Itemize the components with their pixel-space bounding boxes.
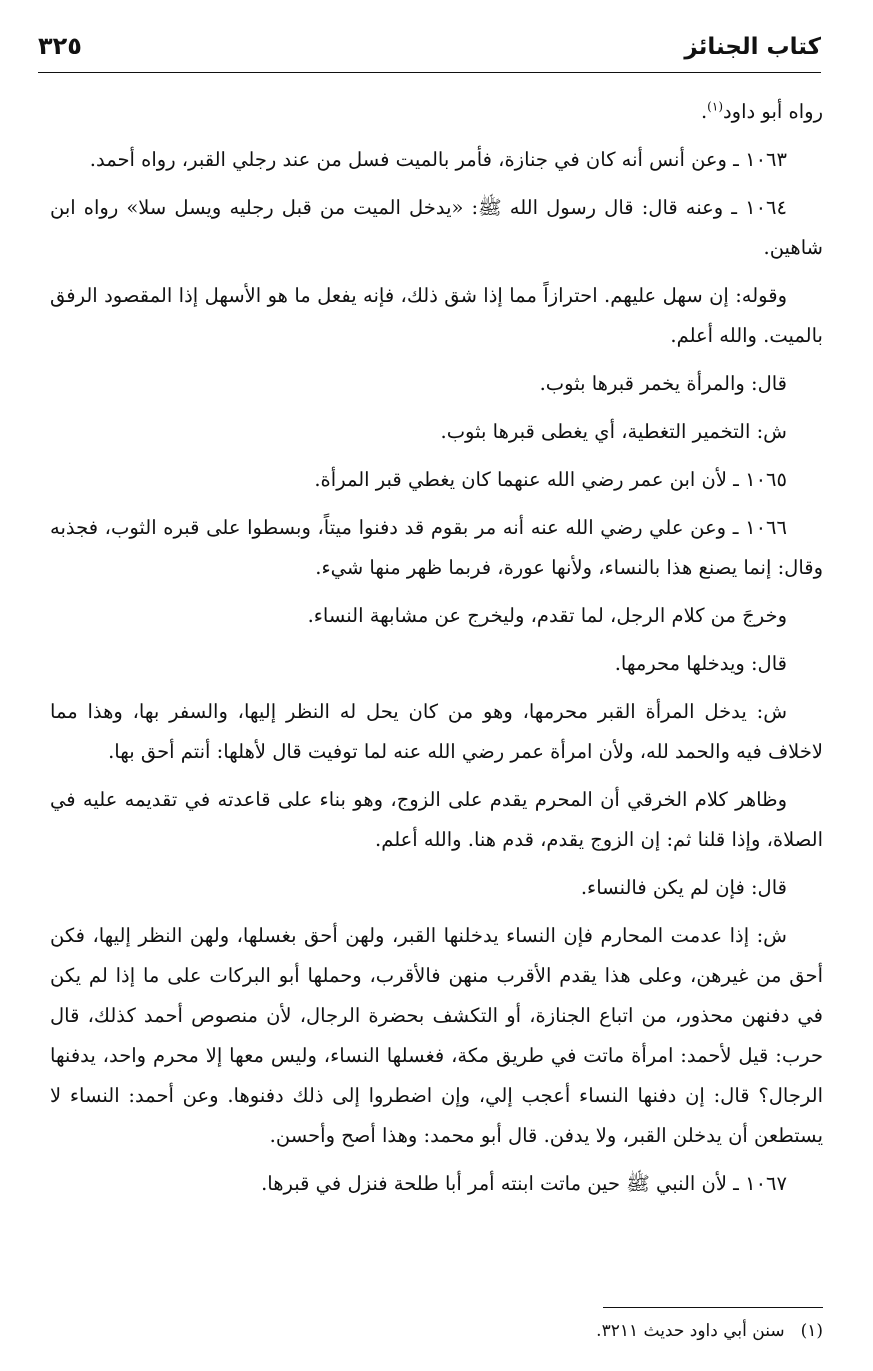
footnote-rule bbox=[603, 1307, 823, 1308]
paragraph-citation bbox=[50, 92, 823, 132]
footnote-marker: (١) bbox=[800, 1321, 823, 1341]
footnote-reference: (١) bbox=[707, 99, 723, 114]
paragraph-matn: قال: والمرأة يخمر قبرها بثوب. bbox=[539, 372, 787, 395]
footnote-text: سنن أبي داود حديث ٣٢١١. bbox=[596, 1321, 785, 1341]
header-rule bbox=[38, 72, 821, 73]
body-text bbox=[50, 92, 823, 1212]
paragraph-matn: قال: ويدخلها محرمها. bbox=[614, 652, 787, 675]
paragraph-sharh: ش: يدخل المرأة القبر محرمها، وهو من كان يحل له النظر إليها، والسفر بها، وهذا مما لاخلاف فيه والحمد لله، ولأن امرأة عمر رضي الله عنه لما توفيت قال لأهلها: أنتم أحق بها. bbox=[50, 700, 823, 763]
running-title: كتاب الجنائز bbox=[684, 34, 821, 60]
page-header bbox=[38, 28, 821, 72]
paragraph-hadith-1066: ١٠٦٦ ـ وعن علي رضي الله عنه أنه مر بقوم قد دفنوا ميتاً، وبسطوا على قبره الثوب، فجذبه وقال: إنما يصنع هذا بالنساء، ولأنها عورة، فربما ظهر منها شيء. bbox=[50, 516, 823, 579]
paragraph-text: رواه أبو داود bbox=[723, 100, 823, 123]
paragraph-sharh: ش: إذا عدمت المحارم فإن النساء يدخلنها القبر، ولهن أحق بغسلها، ولهن النظر إليها، فكن أحق من غيرهن، وعلى هذا يقدم الأقرب منهن فالأقرب، وحملها أبو البركات على ما إذا لم يكن في دفنهن محذور، من اتباع الجنازة، أو التكشف بحضرة الرجال، لأن منصوص أحمد كذلك، قال حرب: قيل لأحمد: امرأة ماتت في طريق مكة، فغسلها النساء، وليس معها إلا محرم واحد، يدفنها الرجال؟ قال: إن دفنها النساء أعجب إلي، وإن اضطروا إلى ذلك دفنوها. وعن أحمد: النساء لا يستطعن أن يدخلن القبر، ولا يدفن. قال أبو محمد: وهذا أصح وأحسن. bbox=[50, 924, 823, 1147]
paragraph-text-end: . bbox=[700, 100, 708, 123]
paragraph-commentary: وخرجَ من كلام الرجل، لما تقدم، وليخرج عن مشابهة النساء. bbox=[307, 604, 787, 627]
paragraph-sharh: ش: التخمير التغطية، أي يغطى قبرها بثوب. bbox=[440, 420, 787, 443]
paragraph-matn: قال: فإن لم يكن فالنساء. bbox=[580, 876, 787, 899]
paragraph-commentary: وظاهر كلام الخرقي أن المحرم يقدم على الزوج، وهو بناء على قاعدته في تقديمه عليه في الصلاة، وإذا قلنا ثم: إن الزوج يقدم، قدم هنا. والله أعلم. bbox=[50, 788, 823, 851]
footnote bbox=[50, 1316, 823, 1346]
paragraph-hadith-1063: ١٠٦٣ ـ وعن أنس أنه كان في جنازة، فأمر بالميت فسل من عند رجلي القبر، رواه أحمد. bbox=[89, 148, 787, 171]
page-number: ٣٢٥ bbox=[38, 32, 82, 60]
paragraph-hadith-1064: ١٠٦٤ ـ وعنه قال: قال رسول الله ﷺ: «يدخل الميت من قبل رجليه ويسل سلا» رواه ابن شاهين. bbox=[50, 196, 823, 259]
paragraph-hadith-1065: ١٠٦٥ ـ لأن ابن عمر رضي الله عنهما كان يغطي قبر المرأة. bbox=[314, 468, 787, 491]
paragraph-commentary: وقوله: إن سهل عليهم. احترازاً مما إذا شق ذلك، فإنه يفعل ما هو الأسهل إذا المقصود الرفق بالميت. والله أعلم. bbox=[50, 284, 823, 347]
paragraph-hadith-1067: ١٠٦٧ ـ لأن النبي ﷺ حين ماتت ابنته أمر أبا طلحة فنزل في قبرها. bbox=[261, 1172, 787, 1195]
